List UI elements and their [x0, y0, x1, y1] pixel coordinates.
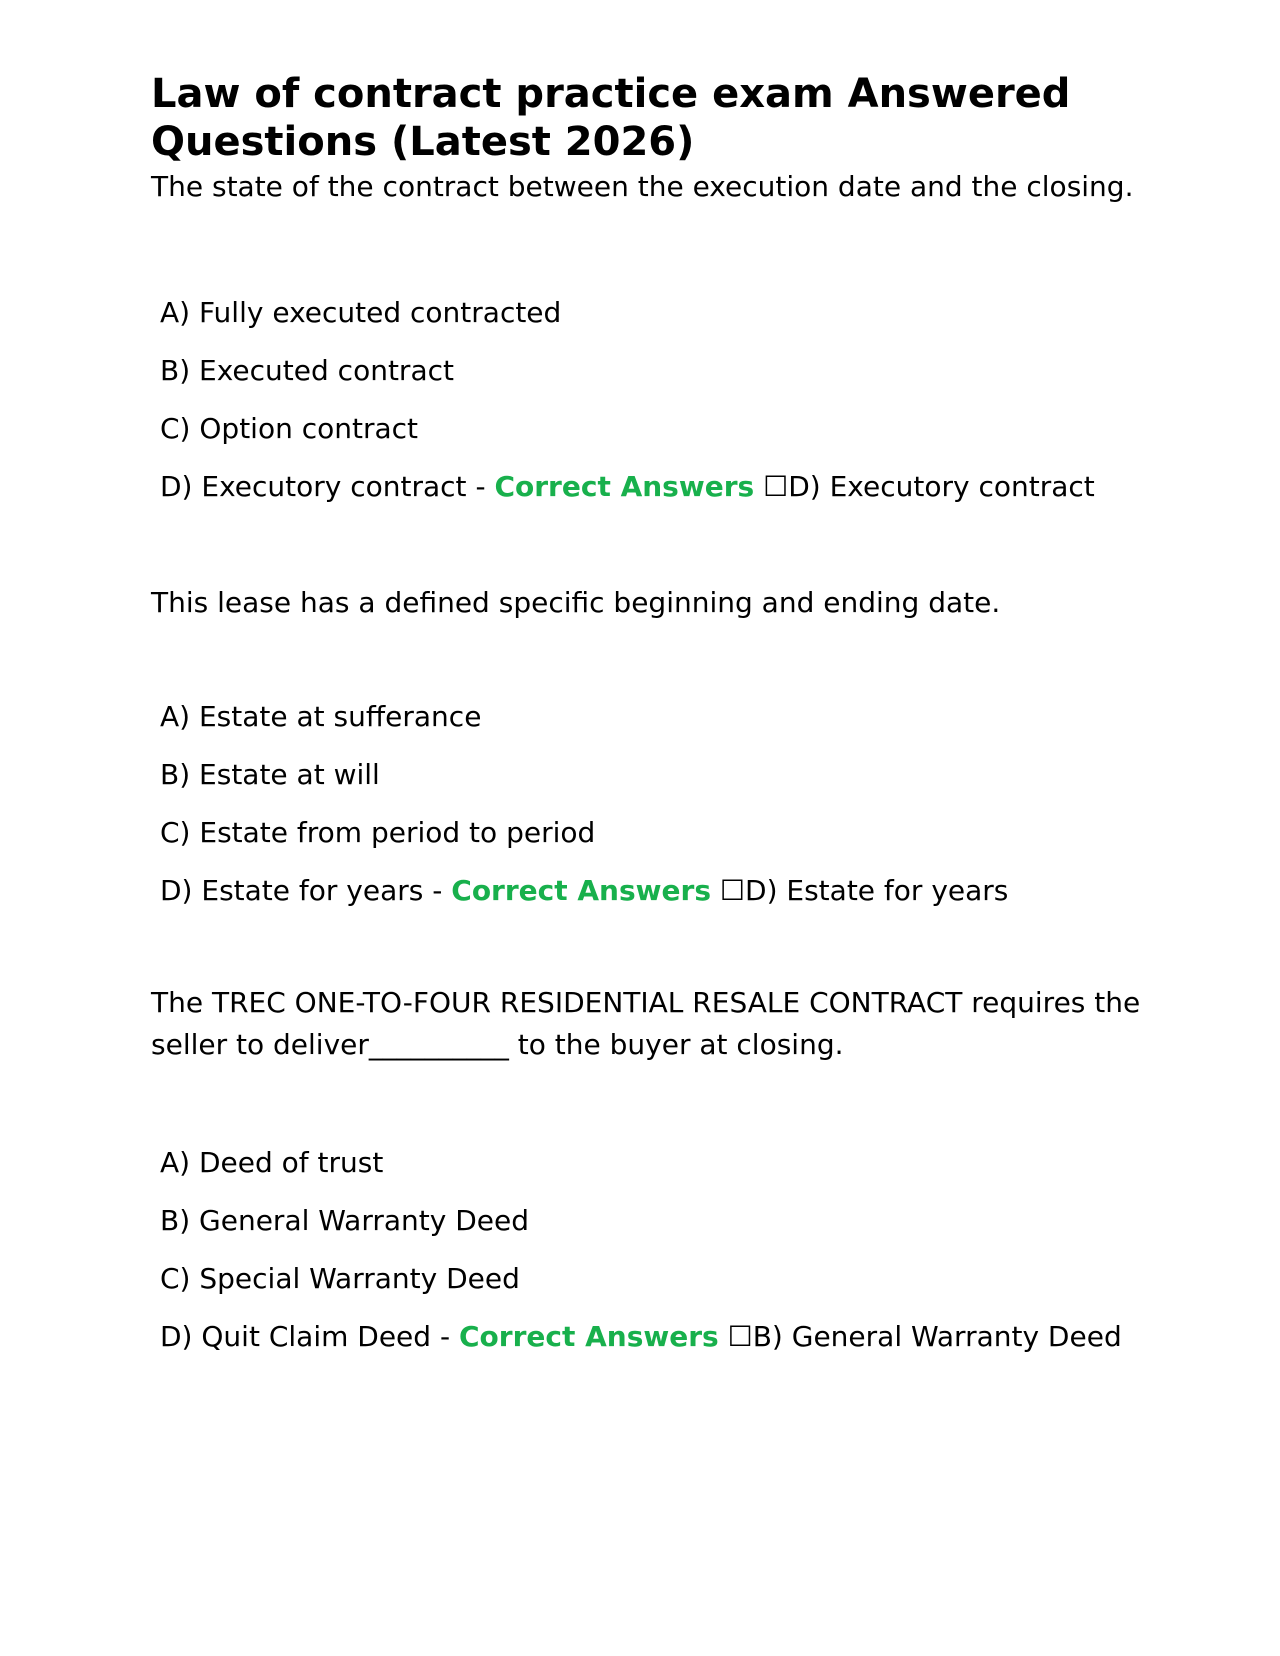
document-page [151, 70, 1151, 1358]
option-c: C) Estate from period to period [160, 816, 596, 849]
question-prompt: This lease has a defined specific beginning and ending date. [151, 586, 1001, 619]
checkbox-icon: ☐ [763, 470, 789, 503]
option-d: D) Estate for years - [160, 874, 452, 907]
option-d-with-answer [151, 1316, 1151, 1358]
option-b: B) Estate at will [160, 758, 380, 791]
checkbox-icon: ☐ [719, 874, 746, 907]
option-list [151, 1142, 1151, 1358]
option-d-with-answer [151, 870, 1151, 912]
correct-answers-label: Correct Answers [458, 1320, 719, 1353]
option-c: C) Special Warranty Deed [160, 1262, 520, 1295]
correct-answers-label: Correct Answers [451, 874, 711, 907]
question-1 [151, 166, 1151, 508]
answer-text: B) General Warranty Deed [752, 1320, 1122, 1353]
option-a: A) Deed of trust [160, 1146, 384, 1179]
option-a: A) Fully executed contracted [160, 296, 562, 329]
answer-text: D) Executory contract [788, 470, 1095, 503]
option-d: D) Executory contract - [160, 470, 495, 503]
question-3 [151, 982, 1151, 1358]
question-2 [151, 582, 1151, 912]
option-d-with-answer [151, 466, 1151, 508]
checkbox-icon: ☐ [727, 1320, 753, 1353]
question-prompt: The state of the contract between the execution date and the closing. [151, 170, 1134, 203]
option-list [151, 696, 1151, 912]
option-c: C) Option contract [160, 412, 419, 445]
question-prompt: The TREC ONE-TO-FOUR RESIDENTIAL RESALE CONTRACT requires the seller to deliver__________ to the buyer at closing. [151, 986, 1141, 1061]
option-b: B) Executed contract [160, 354, 454, 387]
document-title: Law of contract practice exam Answered Questions (Latest 2026) [151, 71, 1071, 165]
option-list [151, 292, 1151, 508]
answer-text: D) Estate for years [745, 874, 1009, 907]
option-d: D) Quit Claim Deed - [160, 1320, 459, 1353]
option-a: A) Estate at sufferance [160, 700, 482, 733]
option-b: B) General Warranty Deed [160, 1204, 530, 1237]
correct-answers-label: Correct Answers [494, 470, 755, 503]
